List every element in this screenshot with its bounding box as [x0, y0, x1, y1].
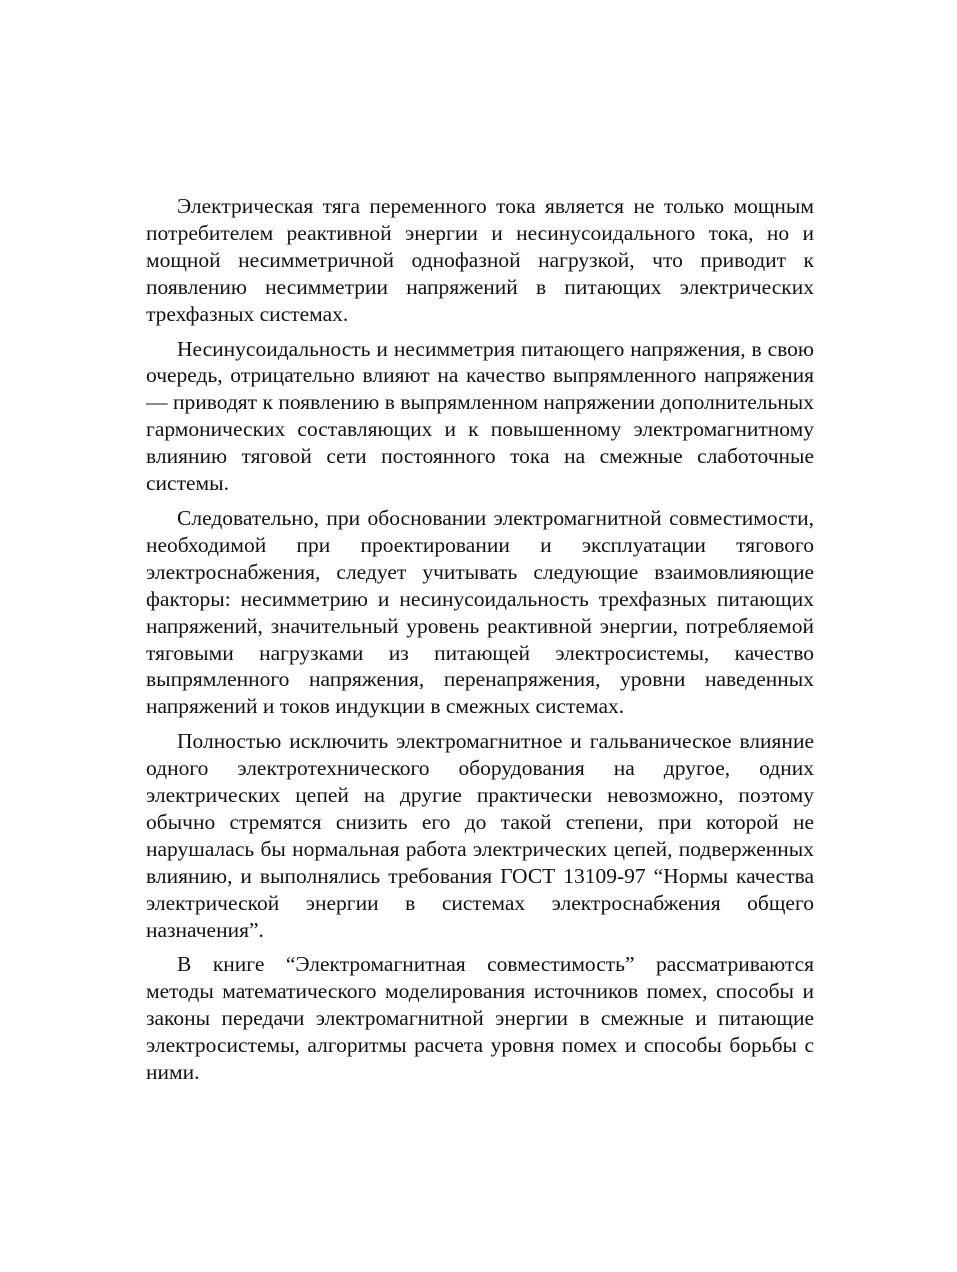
- page-text-block: [146, 193, 814, 1094]
- paragraph-book-overview: В книге “Электромагнитная совместимость” рассматриваются методы математического моделирования источников помех, способы и законы передачи электромагнитной энергии в смежные и питающие электросистемы, алгоритмы расчета уровня помех и способы борьбы с ними.: [146, 952, 814, 1085]
- paragraph-compatibility-factors: Следовательно, при обосновании электромагнитной совместимости, необходимой при проектировании и эксплуатации тягового электроснабжения, следует учитывать следующие взаимовлияющие факторы: несимметрию и несинусоидальность трехфазных питающих напряжений, значительный уровень реактивной энергии, потребляемой тяговыми нагрузками из питающей электросистемы, качество выпрямленного напряжения, перенапряжения, уровни наведенных напряжений и токов индукции в смежных системах.: [146, 505, 814, 719]
- paragraph-rectified-voltage: Несинусоидальность и несимметрия питающего напряжения, в свою очередь, отрицательно влияют на качество выпрямленного напряжения — приводят к появлению в выпрямленном напряжении дополнительных гармонических составляющих и к повышенному электромагнитному влиянию тяговой сети постоянного тока на смежные слаботочные системы.: [146, 336, 814, 496]
- paragraph-traction-load: Электрическая тяга переменного тока является не только мощным потребителем реактивной энергии и несинусоидального тока, но и мощной несимметричной однофазной нагрузкой, что приводит к появлению несимметрии напряжений в питающих электрических трехфазных системах.: [146, 194, 814, 326]
- paragraph-gost-requirements: Полностью исключить электромагнитное и гальваническое влияние одного электротехнического оборудования на другое, одних электрических цепей на другие практически невозможно, поэтому обычно стремятся снизить его до такой степени, при которой не нарушалась бы нормальная работа электрических цепей, подверженных влиянию, и выполнялись требования ГОСТ 13109-97 “Нормы качества электрической энергии в системах электроснабжения общего назначения”.: [146, 729, 814, 942]
